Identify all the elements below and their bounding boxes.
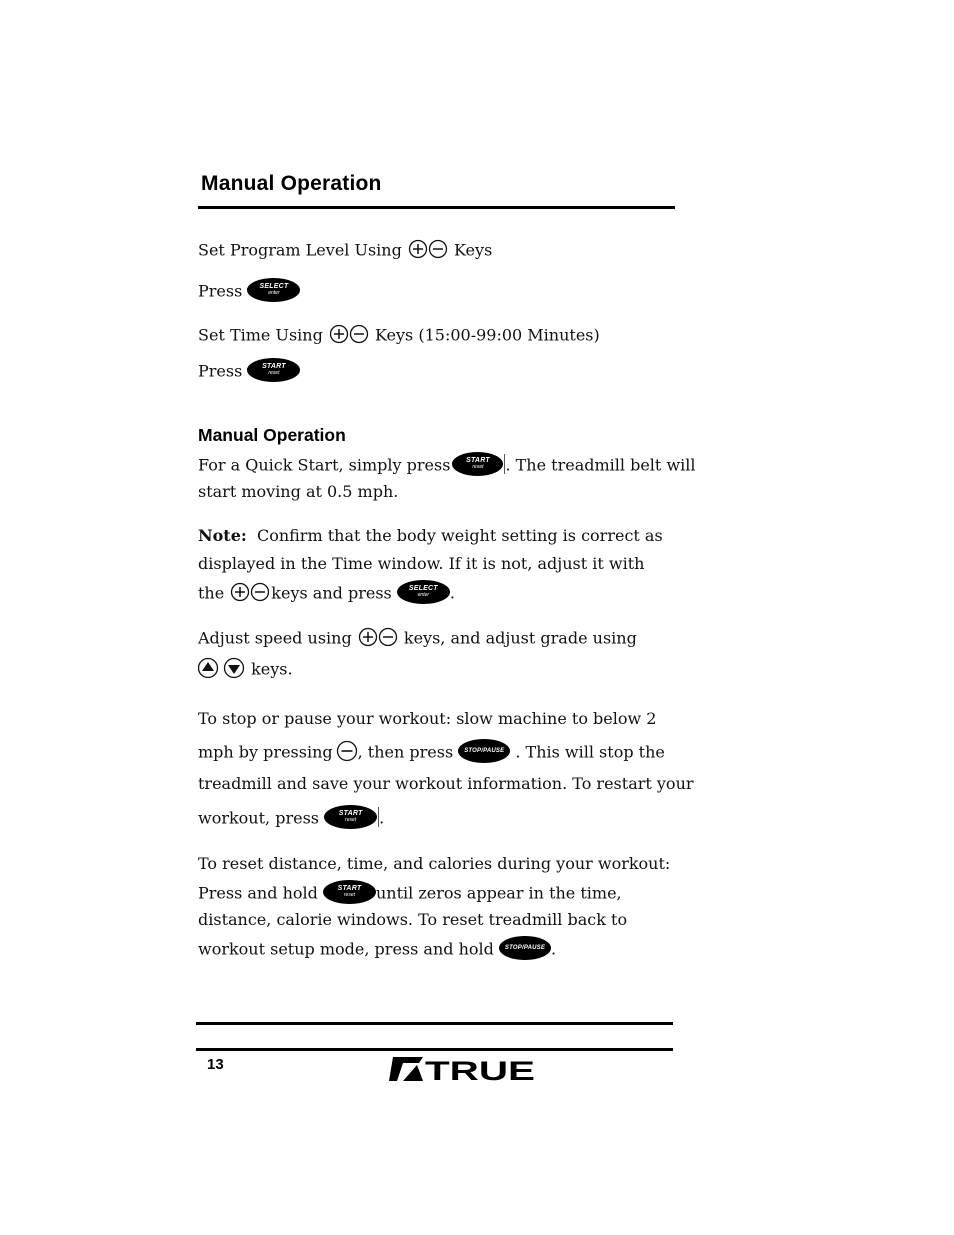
start-key-label: START — [466, 457, 490, 464]
stop-text-1: mph by pressing — [198, 742, 333, 762]
reset-text-4: workout setup mode, press and hold — [198, 939, 494, 959]
stop-line-2 — [198, 741, 665, 765]
start-key-label: START — [337, 885, 362, 892]
start-reset-key — [452, 452, 503, 476]
restart-text: workout, press — [198, 808, 319, 828]
note-label: Note: — [198, 526, 247, 545]
reset-text-1: Press and hold — [198, 883, 318, 903]
select-key-label: SELECT — [408, 585, 438, 592]
step-level-suffix: Keys — [454, 240, 493, 260]
select-enter-key — [397, 580, 450, 604]
press-text: Press — [198, 361, 243, 381]
select-key-label: SELECT — [259, 283, 289, 290]
plus-minus-icon — [328, 323, 370, 345]
note-line-2: displayed in the Time window. If it is not, adjust it with — [198, 554, 645, 573]
reset-text-2: until zeros appear in the time, — [375, 883, 622, 903]
plus-minus-icon — [407, 238, 449, 260]
speed-keys-text: keys. — [251, 659, 293, 679]
step-time — [198, 325, 600, 347]
enter-key-label: enter — [417, 592, 430, 598]
stop-text-3: . This will stop the — [515, 742, 665, 762]
select-enter-key — [247, 278, 300, 302]
plus-minus-icon — [229, 581, 271, 603]
stop-pause-key — [499, 936, 551, 960]
reset-line-1: To reset distance, time, and calories during your workout: — [198, 854, 671, 873]
minus-circle-icon — [336, 740, 358, 762]
start-reset-key — [323, 880, 376, 904]
page-title: Manual Operation — [201, 172, 382, 195]
note-text-period: . — [449, 583, 455, 603]
true-logo — [389, 1057, 537, 1085]
reset-key-label: reset — [345, 817, 357, 823]
step-time-text: Set Time Using — [198, 325, 323, 345]
grade-text: keys, and adjust grade using — [403, 628, 637, 648]
footer-rule-1 — [196, 1022, 673, 1025]
reset-line-4 — [198, 938, 556, 962]
step-press-select — [198, 280, 300, 304]
stop-key-label: STOP/PAUSE — [504, 945, 546, 951]
stop-text-2: , then press — [357, 742, 454, 762]
press-text: Press — [198, 281, 243, 301]
divider-mark — [504, 454, 505, 474]
step-level — [198, 240, 492, 262]
start-key-label: START — [338, 810, 363, 817]
quick-start-text-2: . The treadmill belt will — [505, 455, 696, 475]
reset-key-label: reset — [343, 892, 356, 898]
speed-text: Adjust speed using — [198, 628, 352, 648]
stop-line-3: treadmill and save your workout information. To restart your — [198, 774, 694, 793]
step-time-suffix: Keys (15:00-99:00 Minutes) — [375, 325, 600, 345]
step-press-start — [198, 360, 300, 384]
quick-start-line-1 — [198, 454, 695, 478]
reset-line-2 — [198, 882, 622, 906]
up-down-arrow-icon — [198, 657, 246, 679]
start-reset-key — [247, 358, 300, 382]
section-heading: Manual Operation — [198, 425, 346, 445]
page-number: 13 — [207, 1056, 224, 1073]
divider-mark — [378, 807, 379, 827]
reset-key-label: reset — [268, 370, 280, 376]
stop-line-4 — [198, 807, 384, 831]
stop-pause-key — [458, 739, 510, 763]
stop-line-1: To stop or pause your workout: slow machine to below 2 — [198, 709, 657, 728]
title-rule — [198, 206, 675, 209]
note-line-1 — [198, 526, 663, 546]
stop-key-label: STOP/PAUSE — [464, 748, 505, 754]
note-line-3 — [198, 582, 455, 606]
plus-minus-icon — [357, 626, 399, 648]
restart-period: . — [379, 808, 385, 828]
reset-line-3: distance, calorie windows. To reset treadmill back to — [198, 910, 628, 929]
start-key-label: START — [262, 363, 286, 370]
logo-text: TRUE — [425, 1057, 535, 1081]
start-reset-key — [324, 805, 377, 829]
footer-rule-2 — [196, 1048, 673, 1051]
step-level-text: Set Program Level Using — [198, 240, 402, 260]
reset-period: . — [550, 939, 557, 959]
note-text-keys: keys and press — [271, 583, 392, 603]
quick-start-text: For a Quick Start, simply press — [198, 455, 451, 475]
speed-line-1 — [198, 628, 637, 650]
note-text-1: Confirm that the body weight setting is correct as — [256, 526, 663, 545]
quick-start-line-2: start moving at 0.5 mph. — [198, 482, 399, 501]
enter-key-label: enter — [268, 290, 280, 296]
speed-line-2 — [198, 659, 293, 681]
reset-key-label: reset — [472, 464, 484, 470]
true-logo-icon — [389, 1057, 537, 1081]
note-text-the: the — [198, 583, 225, 603]
